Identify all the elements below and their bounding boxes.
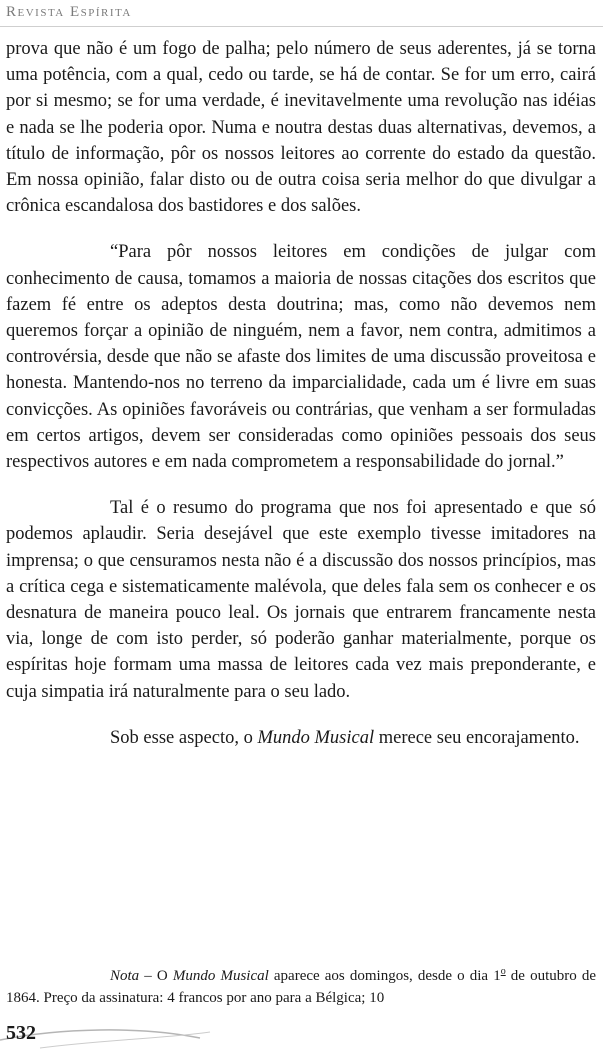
paragraph-1: prova que não é um fogo de palha; pelo número de seus aderentes, já se torna uma potência, com a qual, cedo ou tarde, se há de contar. Se for um erro, cairá por si mesmo; se for uma verdade, é inevitavelmente uma revolução nas idéias e nada se lhe poderia opor. Numa e noutra destas duas alternativas, devemos, a título de informação, pôr os nossos leitores ao corrente do estado da questão. Em nossa opinião, falar disto ou de outra coisa seria melhor do que divulgar a crônica escandalosa dos bastidores e dos salões. (6, 39, 596, 217)
footnote-dash: – O (139, 968, 173, 984)
paragraph-4-italic: Mundo Musical (257, 727, 375, 748)
paragraph-4-after: merece seu encorajamento. (374, 727, 580, 748)
paragraph-4 (6, 725, 596, 751)
header-divider (0, 26, 603, 27)
footnote (6, 961, 596, 1009)
page-body (6, 36, 596, 751)
paragraph-4-before: Sob esse aspecto, o (110, 727, 258, 748)
paragraph-2-quote: “Para pôr nossos leitores em condições de julgar com conhecimento de causa, tomamos a maioria de nossas citações dos escritos que fazem fé entre os adeptos desta doutrina; mas, como não devemos nem queremos forçar a opinião de ninguém, nem a favor, nem contra, admitimos a controvérsia, desde que não se afaste dos limites de uma discussão proveitosa e honesta. Mantendo-nos no terreno da imparcialidade, cada um é livre em suas convicções. As opiniões favoráveis ou contrárias, que venham a ser formuladas em certos artigos, devem ser consideradas como opiniões pessoais dos seus respectivos autores e em nada comprometem a responsabilidade do jornal.” (6, 242, 596, 473)
footnote-text-1: aparece aos domingos, desde o dia 1 (268, 968, 501, 984)
running-header: Revista Espírita (6, 4, 132, 20)
footnote-text-2: de outubro de 1864. Preço da assinatura: 4 francos por ano para a Bélgica; 10 (6, 968, 596, 1006)
footnote-label: Nota (110, 968, 140, 984)
paragraph-3: Tal é o resumo do programa que nos foi apresentado e que só podemos aplaudir. Seria desejável que este exemplo tivesse imitadores na imprensa; o que censuramos nesta não é a discussão dos nossos princípios, mas a crítica cega e sistematicamente malévola, que deles fala sem os conhecer e os desnatura de maneira pouco leal. Os jornais que entrarem francamente nesta via, longe de com isto perder, só poderão ganhar materialmente, porque os espíritas hoje formam uma massa de leitores cada vez mais preponderante, e cuja simpatia irá naturalmente para o seu lado. (6, 498, 596, 702)
footnote-ordinal: o (500, 966, 506, 977)
page-number: 532 (6, 1022, 36, 1044)
page-curve-decoration (0, 1018, 603, 1055)
footnote-title: Mundo Musical (172, 968, 269, 984)
